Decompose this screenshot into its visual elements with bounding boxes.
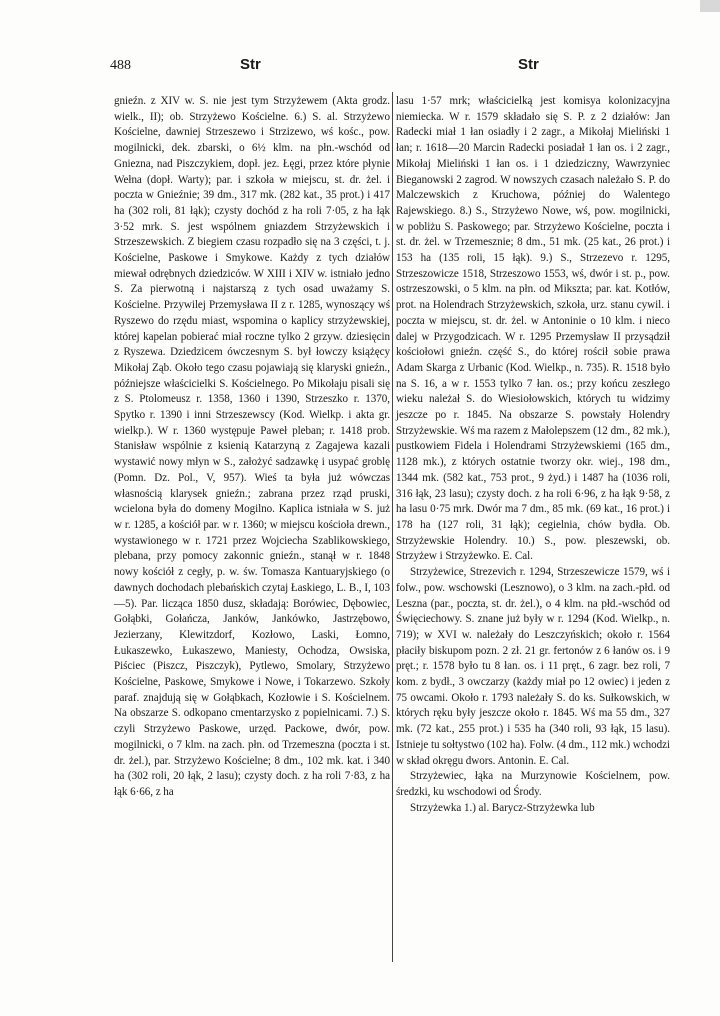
running-head-left: Str [240,56,261,73]
page-number: 488 [110,58,131,73]
scan-corner-mark [700,0,720,12]
left-column [114,94,390,801]
column-divider [392,92,393,962]
left-paragraph-1: gnieźn. z XIV w. S. nie jest tym Strzyżewem (Akta grodz. wielk., II); ob. Strzyżewo Kościelne. 6.) S. al. Strzyżewo Kościelne, dawniej Strzeszewo i Strzizewo, wś kośc., pow. mogilnicki, dek. zbarski, o 6½ klm. na płn.-wschód od Gniezna, nad Piszczykiem, dopł. jez. Łęgi, przez które płynie Wełna (dopł. Warty); par. i szkoła w miejscu, st. dr. żel. i poczta w Gnieźnie; 39 dm., 317 mk. (282 kat., 35 prot.) i 417 ha (302 roli, 81 łąk); czysty dochód z ha roli 7·05, z ha łąk 3·52 mrk. S. jest wspólnem gniazdem Strzyżewskich i Strzeszewskich. Z biegiem czasu rozpadło się na 3 części, t. j. Kościelne, Paskowe i Smykowe. Każdy z tych działów miewał odrębnych dziedziców. W XIII i XIV w. istniało jedno S. Za pierwotną i najstarszą z tych osad uważamy S. Kościelne. Przywilej Przemysława II z r. 1285, wynoszący wś Ryszewo do rzędu miast, wspomina o kaplicy strzyżewskiej, której kapelan pobierać miał roczne tylko 2 grzyw. dziesięcin z Ryszewa. Dziedzicem ówczesnym S. był łowczy książęcy Mikołaj Ząb. Około tego czasu pojawiają się klaryski gnieźn., późniejsze właścicielki S. Kościelnego. Po Mikołaju pisali się z S. Ptolomeusz r. 1358, 1360 i 1390, Strzeszko r. 1370, Spytko r. 1390 i inni Strzeszewscy (Kod. Wielkp. i akta gr. wielkp.). W r. 1360 występuje Paweł pleban; r. 1418 prob. Stanisław wspólnie z ksienią Katarzyną z Zagajewa kazali wystawić nowy młyn w S., założyć sadzawkę i usypać groblę (Pomn. Dz. Pol., V, 957). Wieś ta była już wówczas własnością klarysek gnieźn.; zabrana przez rząd pruski, wcielona była do domeny Mogilno. Kaplica istniała w S. już w r. 1285, a kościół par. w r. 1360; w miejscu kościoła drewn., wystawionego w r. 1721 przez Wojciecha Szablikowskiego, plebana, przy pomocy zakonnic gnieźn., stanął w r. 1848 nowy kościół z cegły, p. w. św. Tomasza Kantuaryjskiego (o dawnych dochodach plebańskich czytaj Łaskiego, L. B., I, 103—5). Par. licząca 1850 dusz, składają: Borówiec, Dębowiec, Gołąbki, Gołańcza, Janków, Jankówko, Jastrzębowo, Jezierzany, Klewitzdorf, Kozłowo, Laski, Łomno, Łukaszewko, Łukaszewo, Maniesty, Ochodza, Owsiska, Piściec (Piszcz, Piszczyk), Pytlewo, Smolary, Strzyżewo Kościelne, Paskowe, Smykowe i Nowe, i Tokarzewo. Szkoły paraf. znajdują się w Gołąbkach, Kozłowie i S. Kościelnem. Na obszarze S. odkopano cmentarzysko z popielnicami. 7.) S. czyli Strzyżewo Paskowe, urzęd. Packowe, dwór, pow. mogilnicki, o 7 klm. na zach. płn. od Trzemeszna (poczta i st. dr. żel.), par. Strzyżewo Kościelne; 8 dm., 102 mk. kat. i 340 ha (302 roli, 20 łąk, 2 lasu); czysty doch. z ha roli 7·83, z ha łąk 6·66, z ha [114,95,390,798]
right-paragraph-2: Strzyżewice, Strezevich r. 1294, Strzeszewicze 1579, wś i folw., pow. wschowski (Lesznowo), o 3 klm. na zach.-płd. od Leszna (par., poczta, st. dr. żel.), o 4 klm. na płd.-wschód od Święciechowy. S. znane już były w r. 1294 (Kod. Wielkp., n. 719); w XVI w. należały do Leszczyńskich; około r. 1564 płaciły biskupom pozn. 2 zł. 21 gr. fertonów z 6 łanów os. i 9 pręt.; r. 1578 było tu 8 łan. os. i 11 pręt., 6 zagr. bez roli, 7 kom. z bydł., 3 owczarzy (każdy miał po 12 owiec) i jeden z 75 owcami. Około r. 1793 należały S. do ks. Sułkowskich, w których ręku były jeszcze około r. 1845. Wś ma 55 dm., 327 mk. (72 kat., 255 prot.) i 535 ha (340 roli, 93 łąk, 15 lasu). Istnieje tu sołtystwo (102 ha). Folw. (4 dm., 112 mk.) wchodzi w skład okręgu dwors. Antonin. E. Cal. [396,566,671,767]
right-paragraph-1: lasu 1·57 mrk; właścicielką jest komisya kolonizacyjna niemiecka. W r. 1579 składało się S. P. z 2 działów: Jan Radecki miał 1 łan osiadły i 2 zagr., a Mikołaj Mieliński 1 łan; r. 1618—20 Marcin Radecki posiadał 1 łan os. i 2 zagr., Mikołaj Mieliński 1 łan os. i 1 dziedziczny, Wawrzyniec Bieganowski 2 zagrod. W nowszych czasach należało S. P. do Malczewskich z Kruchowa, później do Walentego Rajewskiego. 8.) S., Strzyżewo Nowe, wś, pow. mogilnicki, w pobliżu S. Paskowego; par. Strzyżewo Kościelne, poczta i st. dr. żel. w Trzemesznie; 8 dm., 51 mk. (25 kat., 26 prot.) i 153 ha (135 roli, 15 łąk). 9.) S., Strzezevo r. 1295, Strzeszowicze 1518, Strzeszowo 1553, wś, dwór i st. p., pow. ostrzeszowski, o 5 klm. na płn. od Mikszta; par. kat. Kotłów, prot. na Holendrach Strzyżewskich, szkoła, urz. stanu cywil. i poczta w miejscu, st. dr. żel. w Antoninie o 10 klm. i nieco dalej w Przygodzicach. W r. 1295 Przemysław II przysądził kościołowi gnieźn. część S., do której rościł sobie prawa Adam Skarga z Urbanic (Kod. Wielkp., n. 735). R. 1518 było na S. 16, a w r. 1553 tylko 7 łan. os.; przy końcu zeszłego wieku należał S. do Wiesiołowskich, których tu widzimy jeszcze po r. 1845. Na obszarze S. powstały Holendry Strzyżewskie. Wś ma razem z Małolepszem (12 dm., 82 mk.), pustkowiem Fidela i Holendrami Strzyżewskiemi (165 dm., 1128 mk.), z których ostatnie tworzy okr. wiej., 198 dm., 1344 mk. (582 kat., 753 prot., 9 żyd.) i 1487 ha (1036 roli, 316 łąk, 23 lasu); czysty doch. z ha roli 6·96, z ha łąk 9·58, z ha lasu 0·75 mrk. Dwór ma 7 dm., 85 mk. (69 kat., 16 prot.) i 178 ha (127 roli, 31 łąk); cegielnia, chów bydła. Ob. Strzyżewskie Holendry. 10.) S., pow. pleszewski, ob. Strzyżew i Strzyżewko. E. Cal. [396,95,670,563]
right-paragraph-4: Strzyżewka 1.) al. Barycz-Strzyżewka lub [410,801,595,814]
page-header [110,56,670,78]
right-paragraph-3: Strzyżewiec, łąka na Murzynowie Kościelnem, pow. średzki, ku wschodowi od Środy. [396,770,670,798]
right-column [396,94,670,816]
running-head-right: Str [518,56,539,73]
